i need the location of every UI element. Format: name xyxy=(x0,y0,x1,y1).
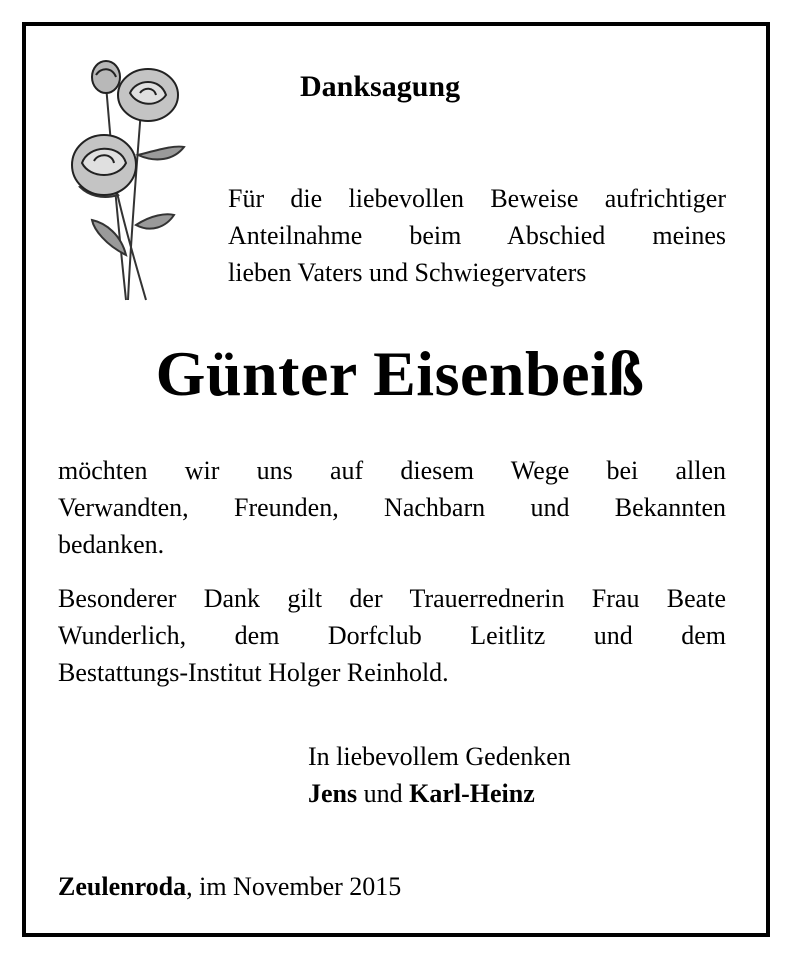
paragraph-line: Wunderlich, dem Dorfclub Leitlitz und dem xyxy=(58,621,726,650)
deceased-name: Günter Eisenbeiß xyxy=(155,338,645,409)
signatory-name: Jens xyxy=(308,779,358,808)
intro-text xyxy=(228,180,726,291)
heading: Danksagung xyxy=(300,70,461,103)
conjunction: und xyxy=(357,779,410,808)
place-date xyxy=(58,872,401,902)
special-thanks-paragraph xyxy=(58,580,726,691)
intro-line: lieben Vaters und Schwiegervaters xyxy=(228,258,587,287)
intro-line: Für die liebevollen Beweise aufrichtiger xyxy=(228,184,726,213)
thanks-paragraph xyxy=(58,452,726,563)
signatory-name: Karl-Heinz xyxy=(409,779,535,808)
paragraph-line: Verwandten, Freunden, Nachbarn und Bekannten xyxy=(58,493,726,522)
place-name: Zeulenroda xyxy=(58,872,187,901)
paragraph-line: Besonderer Dank gilt der Trauerrednerin Frau Beate xyxy=(58,584,726,613)
paragraph-line: möchten wir uns auf diesem Wege bei allen xyxy=(58,456,726,485)
memorial-signature xyxy=(308,738,571,812)
intro-line: Anteilnahme beim Abschied meines xyxy=(228,221,726,250)
paragraph-line: bedanken. xyxy=(58,530,165,559)
paragraph-line: Bestattungs-Institut Holger Reinhold. xyxy=(58,658,449,687)
memorial-line: In liebevollem Gedenken xyxy=(308,742,571,771)
date-text: , im November 2015 xyxy=(186,872,402,901)
signatories xyxy=(308,775,571,812)
roses-icon xyxy=(66,55,206,305)
